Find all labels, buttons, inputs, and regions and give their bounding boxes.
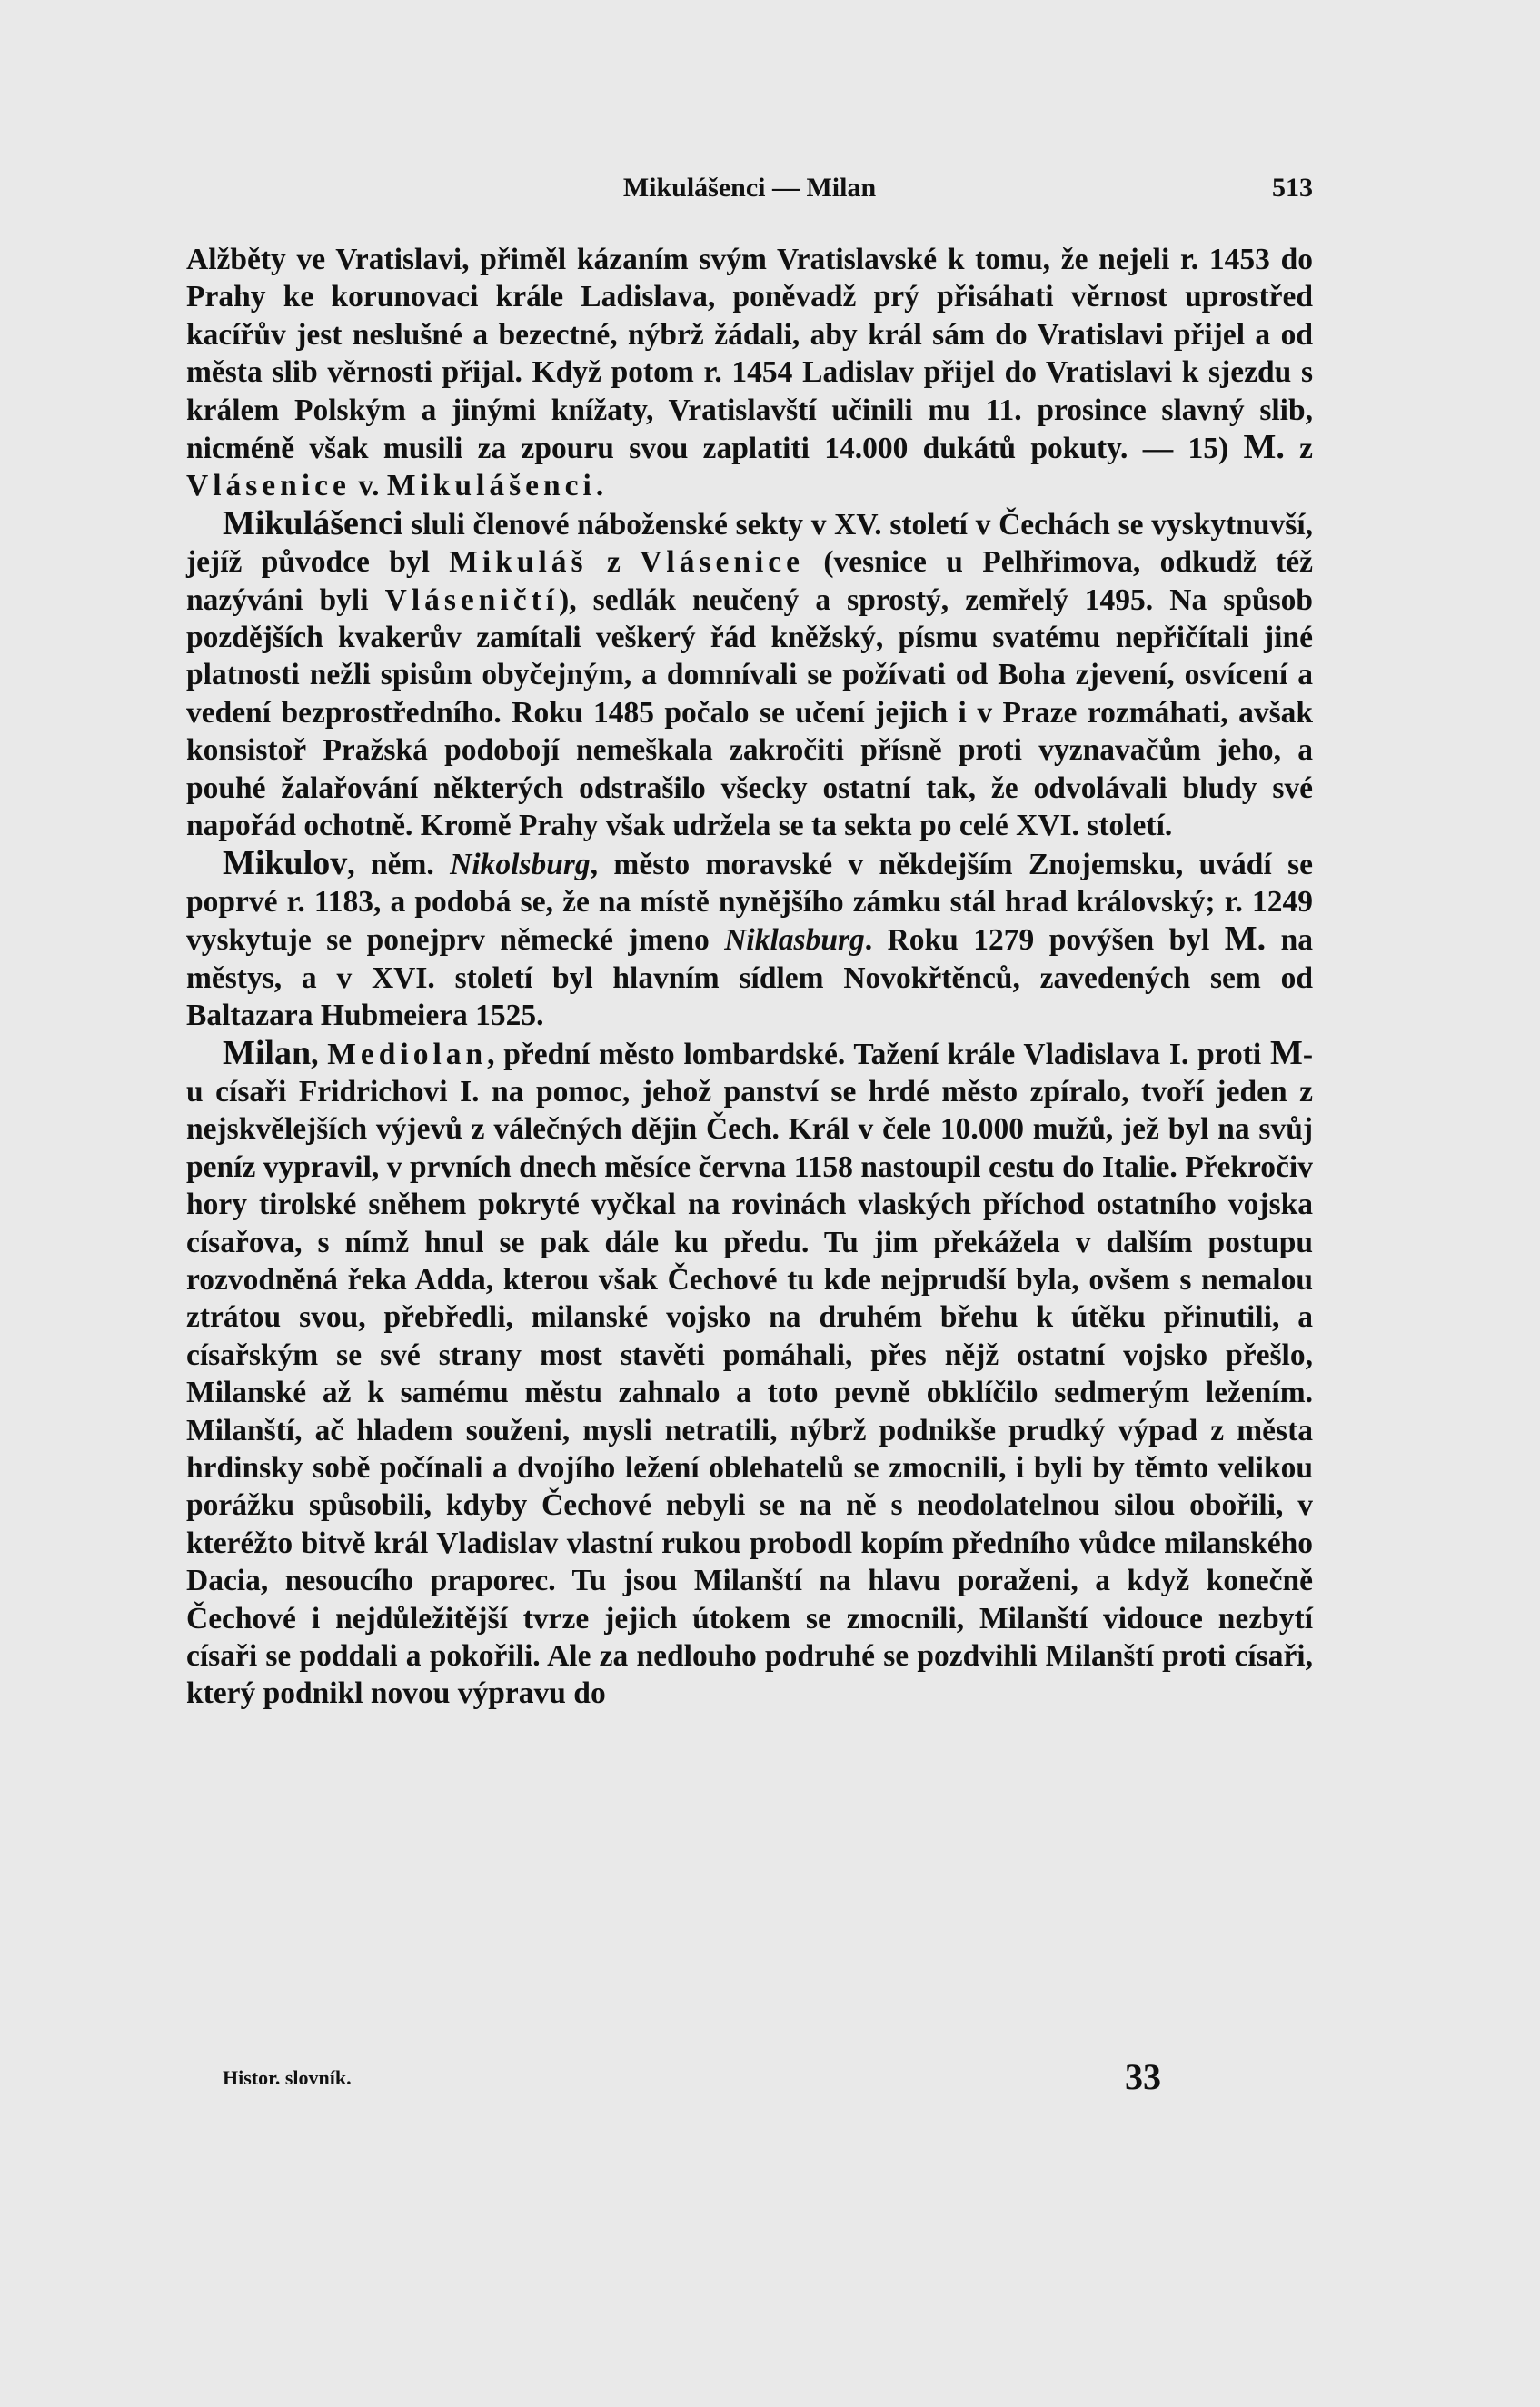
text-run: Alžběty ve Vratislavi, přiměl kázaním svým Vratislavské k tomu, že nejeli r. 1453 do Prahy ke korunovaci krále Ladislava, poněvadž prý přisáhati věrnost uprostřed kacířův jest neslušné a bezectné, nýbrž žádali, aby král sám do Vratislavi přijel a od města slib věrnosti přijal. Když potom r. 1454 Ladislav přijel do Vratislavi k sjezdu s králem Polským a jinými knížaty, Vratislavští učinili mu 11. prosince slavný slib, nicméně však musili za zpouru svou zaplatiti 14.000 dukátů pokuty. — 15) — [186, 243, 1313, 466]
text-run: , — [311, 1037, 328, 1071]
text-run: , něm. — [347, 847, 451, 881]
page-footer — [186, 2055, 1313, 2110]
text-run: v. — [350, 469, 387, 503]
paragraph-continuation — [186, 241, 1313, 505]
text-spaced: Mikulášenci. — [386, 469, 609, 503]
text-run: sluli členové náboženské sekty v XV. století v Čechách se vyskytnuvší, jejíž původce byl — [186, 507, 1313, 580]
article-body — [186, 241, 1313, 1713]
dictionary-entry — [186, 505, 1313, 845]
text-run: ), sedlák neučený a sprostý, zemřelý 1495. Na spůsob pozdějších kvakerův zamítali veškerý řád kněžský, písmu svatému nepřičítali jiné platnosti nežli spisům obyčejným, a domnívali se požívati od Boha zjevení, osvícení a vedení bezprostředního. Roku 1485 počalo se učení jejich i v Praze rozmáhati, avšak konsistoř Pražská podobojí nemeškala zakročiti přísně proti vyznavačům jeho, a pouhé žalařování některých odstrašilo všecky ostatní tak, že odvolávali bludy své napořád ochotně. Kromě Prahy však udržela se ta sekta po celé XVI. století. — [186, 582, 1314, 843]
text-it: Niklasburg — [724, 923, 865, 958]
entry-term: M. — [1243, 428, 1285, 467]
dictionary-entry — [186, 1035, 1313, 1713]
entry-term: M — [1269, 1033, 1303, 1072]
text-run: . Roku 1279 povýšen byl — [864, 923, 1225, 958]
entry-term: M. — [1224, 920, 1267, 959]
page-number: 513 — [1272, 173, 1313, 203]
text-it: Nikolsburg — [450, 847, 591, 881]
text-spaced: Vlásenice — [640, 545, 805, 580]
sheet-number: 33 — [1125, 2056, 1161, 2097]
running-title: Mikulášenci — Milan — [622, 173, 877, 203]
text-run: na městys, a v XVI. století byl hlavním sídlem Novokřtěnců, zavedených sem od Baltazara Hubmeiera 1525. — [186, 923, 1313, 1033]
text-run: -u císaři Fridrichovi I. na pomoc, jehož panství se hrdé město zpíralo, tvoří jeden z nejskvělejších výjevů z válečných dějin Čech. Král v čele 10.000 mužů, jež byl na svůj peníz vypravil, v prvních dnech měsíce června 1158 nastoupil cestu do Italie. Překročiv hory tirolské sněhem pokryté vyčkal na rovinách vlaských příchod ostatního vojska císařova, s nímž hnul se pak dále ku předu. Tu jim překážela v dalším postupu rozvodněná řeka Adda, kterou však Čechové tu kde nejprudší byla, ovšem s nemalou ztrátou svou, přebředli, milanské vojsko na druhém břehu k útěku přinutili, a císařským se své strany most stavěti pomáhali, přes nějž ostatní vojsko přešlo, Milanské až k samému městu zahnalo a toto pevně obklíčilo sedmerým ležením. Milanští, ač hladem souženi, mysli netratili, nýbrž podnikše prudký výpad z města hrdinsky sobě počínali a dvojího ležení oblehatelů se zmocnili, i byli by těmto velikou porážku spůsobili, kdyby Čechové nebyli se na ně s neodolatelnou silou obořili, v kteréžto bitvě král Vladislav vlastní rukou probodl kopím předního vůdce milanského Dacia, nesoucího praporec. Tu jsou Milanští na hlavu poraženi, a když konečně Čechové i nejdůležitější tvrze jejich útokem se zmocnili, Milanští vidouce nezbytí císaři se poddali a pokořili. Ale za nedlouho podruhé se pozdvihli Milanští proti císaři, který podnikl novou výpravu do — [186, 1037, 1313, 1711]
entry-term: Mikulášenci — [223, 503, 403, 542]
text-run: z — [587, 545, 641, 580]
running-header — [186, 173, 1313, 209]
text-run: (vesnice u Pelhřimova, odkudž též nazýváni byli — [186, 545, 1313, 617]
text-spaced: Vlásenice — [186, 469, 351, 503]
dictionary-entry — [186, 845, 1313, 1035]
text-run: z — [1284, 432, 1313, 466]
text-spaced: Mikuláš — [449, 545, 588, 580]
text-run: , přední město lombardské. Tažení krále Vladislava I. proti — [487, 1037, 1270, 1071]
entry-term: Mikulov — [223, 843, 348, 882]
signature-mark: Histor. slovník. — [223, 2066, 352, 2089]
text-spaced: Vláseničtí — [384, 582, 560, 617]
text-spaced: Mediolan — [327, 1037, 488, 1071]
entry-term: Milan — [223, 1033, 312, 1072]
text-run: , město moravské v někdejším Znojemsku, uvádí se poprvé r. 1183, a podobá se, že na místě nynějšího zámku stál hrad královský; r. 1249 vyskytuje se ponejprv německé jmeno — [186, 847, 1314, 958]
